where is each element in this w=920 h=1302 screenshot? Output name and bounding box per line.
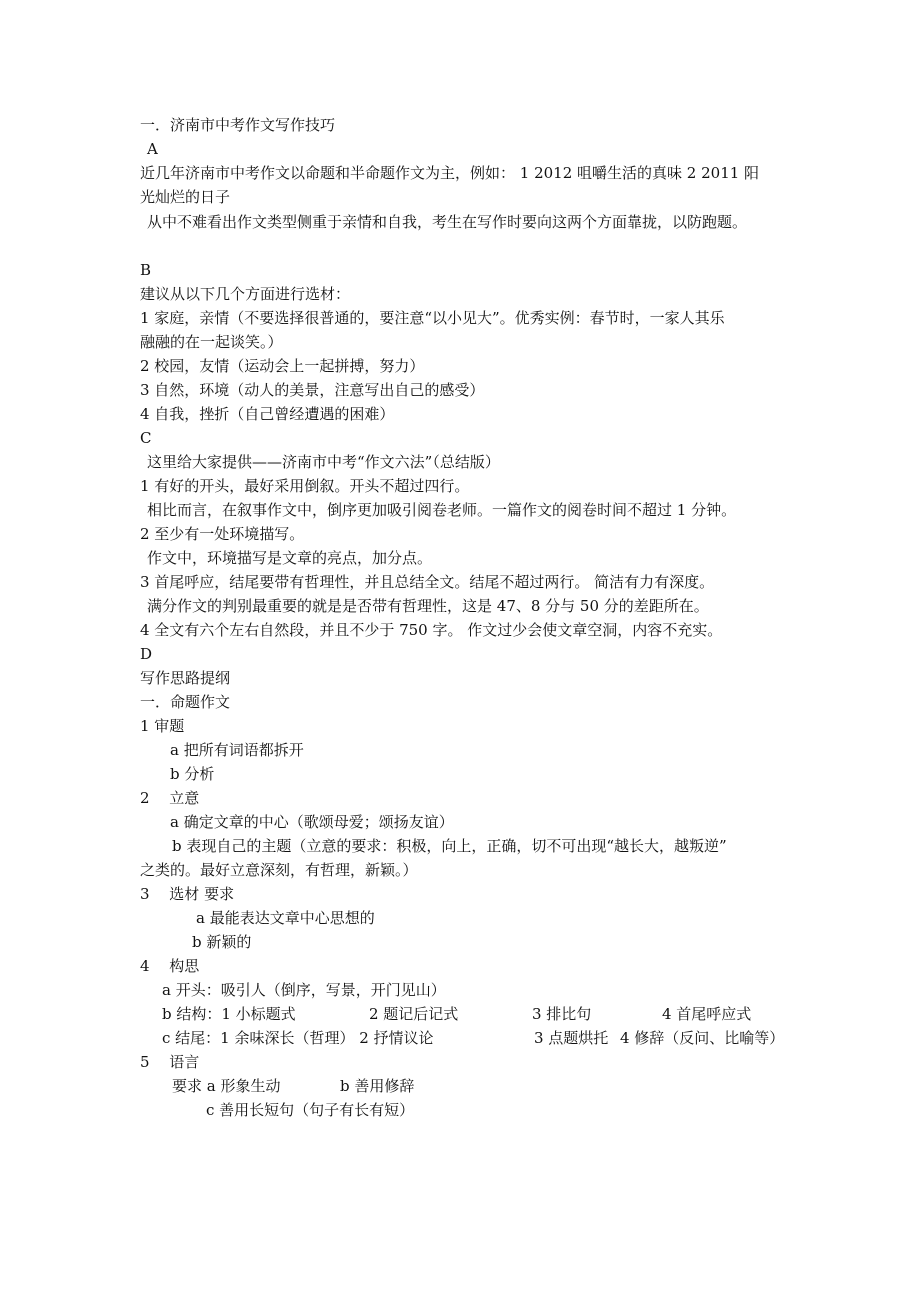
doc-title: 一．济南市中考作文写作技巧 xyxy=(140,116,336,134)
section-c-method1: 1 有好的开头，最好采用倒叙。开头不超过四行。 xyxy=(140,477,470,495)
outline-step1-b: b 分析 xyxy=(170,765,215,783)
section-c-intro: 这里给大家提供——济南市中考“作文六法”（总结版） xyxy=(147,453,500,471)
outline-step2-a: a 确定文章的中心（歌颂母爱；颂扬友谊） xyxy=(170,813,454,831)
outline-step1: 1 审题 xyxy=(140,717,185,735)
section-c-method2-detail: 作文中，环境描写是文章的亮点，加分点。 xyxy=(147,549,433,567)
outline-step4-c-col1: c 结尾：1 余味深长（哲理） 2 抒情议论 xyxy=(162,1029,434,1047)
section-d-title: 写作思路提纲 xyxy=(140,669,231,687)
outline-step3-b: b 新颖的 xyxy=(192,933,252,951)
section-c-label: C xyxy=(140,429,152,447)
outline-step2: 2 立意 xyxy=(140,789,200,807)
outline-step4: 4 构思 xyxy=(140,957,200,975)
section-b-item2: 2 校园，友情（运动会上一起拼搏，努力） xyxy=(140,357,425,375)
outline-step2-b-line1: b 表现自己的主题（立意的要求：积极，向上，正确，切不可出现“越长大，越叛逆” xyxy=(172,837,727,855)
section-c-method2: 2 至少有一处环境描写。 xyxy=(140,525,305,543)
section-b-item1-line2: 融融的在一起谈笑。） xyxy=(140,333,283,351)
outline-step4-b-col3: 3 排比句 xyxy=(532,1005,592,1023)
section-b-item3: 3 自然，环境（动人的美景，注意写出自己的感受） xyxy=(140,381,485,399)
outline-step4-c-col2: 3 点题烘托 xyxy=(534,1029,609,1047)
section-a-para2: 从中不难看出作文类型侧重于亲情和自我，考生在写作时要向这两个方面靠拢，以防跑题。 xyxy=(147,213,748,231)
outline-step4-c-col3: 4 修辞（反问、比喻等） xyxy=(620,1029,785,1047)
section-c-method3-detail: 满分作文的判别最重要的就是是否带有哲理性，这是 47、8 分与 50 分的差距所在。 xyxy=(147,597,709,615)
outline-step4-b-col4: 4 首尾呼应式 xyxy=(662,1005,752,1023)
outline-step5-a-col2: b 善用修辞 xyxy=(340,1077,415,1095)
section-d-label: D xyxy=(140,645,153,663)
outline-step4-b-col1: b 结构：1 小标题式 xyxy=(162,1005,296,1023)
outline-step5-a-col1: 要求 a 形象生动 xyxy=(172,1077,281,1095)
outline-step4-b-col2: 2 题记后记式 xyxy=(369,1005,459,1023)
section-a-para1-line2: 光灿烂的日子 xyxy=(140,188,231,206)
section-c-method4: 4 全文有六个左右自然段，并且不少于 750 字。 作文过少会使文章空洞，内容不充实。 xyxy=(140,621,723,639)
section-a-para1-line1: 近几年济南市中考作文以命题和半命题作文为主，例如： 1 2012 咀嚼生活的真味 2 2011 阳 xyxy=(140,164,760,182)
section-a-label: A xyxy=(147,140,158,158)
section-c-method3: 3 首尾呼应，结尾要带有哲理性，并且总结全文。结尾不超过两行。 简洁有力有深度。 xyxy=(140,573,715,591)
section-b-item1-line1: 1 家庭，亲情（不要选择很普通的，要注意“以小见大”。优秀实例：春节时，一家人其乐 xyxy=(140,309,725,327)
section-b-item4: 4 自我，挫折（自己曾经遭遇的困难） xyxy=(140,405,395,423)
section-d-subtitle: 一．命题作文 xyxy=(140,693,231,711)
outline-step5: 5 语言 xyxy=(140,1053,200,1071)
outline-step1-a: a 把所有词语都拆开 xyxy=(170,741,304,759)
outline-step5-c: c 善用长短句（句子有长有短） xyxy=(206,1101,415,1119)
section-b-intro: 建议从以下几个方面进行选材： xyxy=(140,285,351,303)
outline-step3: 3 选材 要求 xyxy=(140,885,235,903)
outline-step2-b-line2: 之类的。最好立意深刻，有哲理，新颖。） xyxy=(140,861,418,879)
outline-step4-a: a 开头：吸引人（倒序，写景，开门见山） xyxy=(162,981,446,999)
section-b-label: B xyxy=(140,261,152,279)
section-c-method1-detail: 相比而言，在叙事作文中，倒序更加吸引阅卷老师。一篇作文的阅卷时间不超过 1 分钟。 xyxy=(147,501,737,519)
outline-step3-a: a 最能表达文章中心思想的 xyxy=(196,909,375,927)
